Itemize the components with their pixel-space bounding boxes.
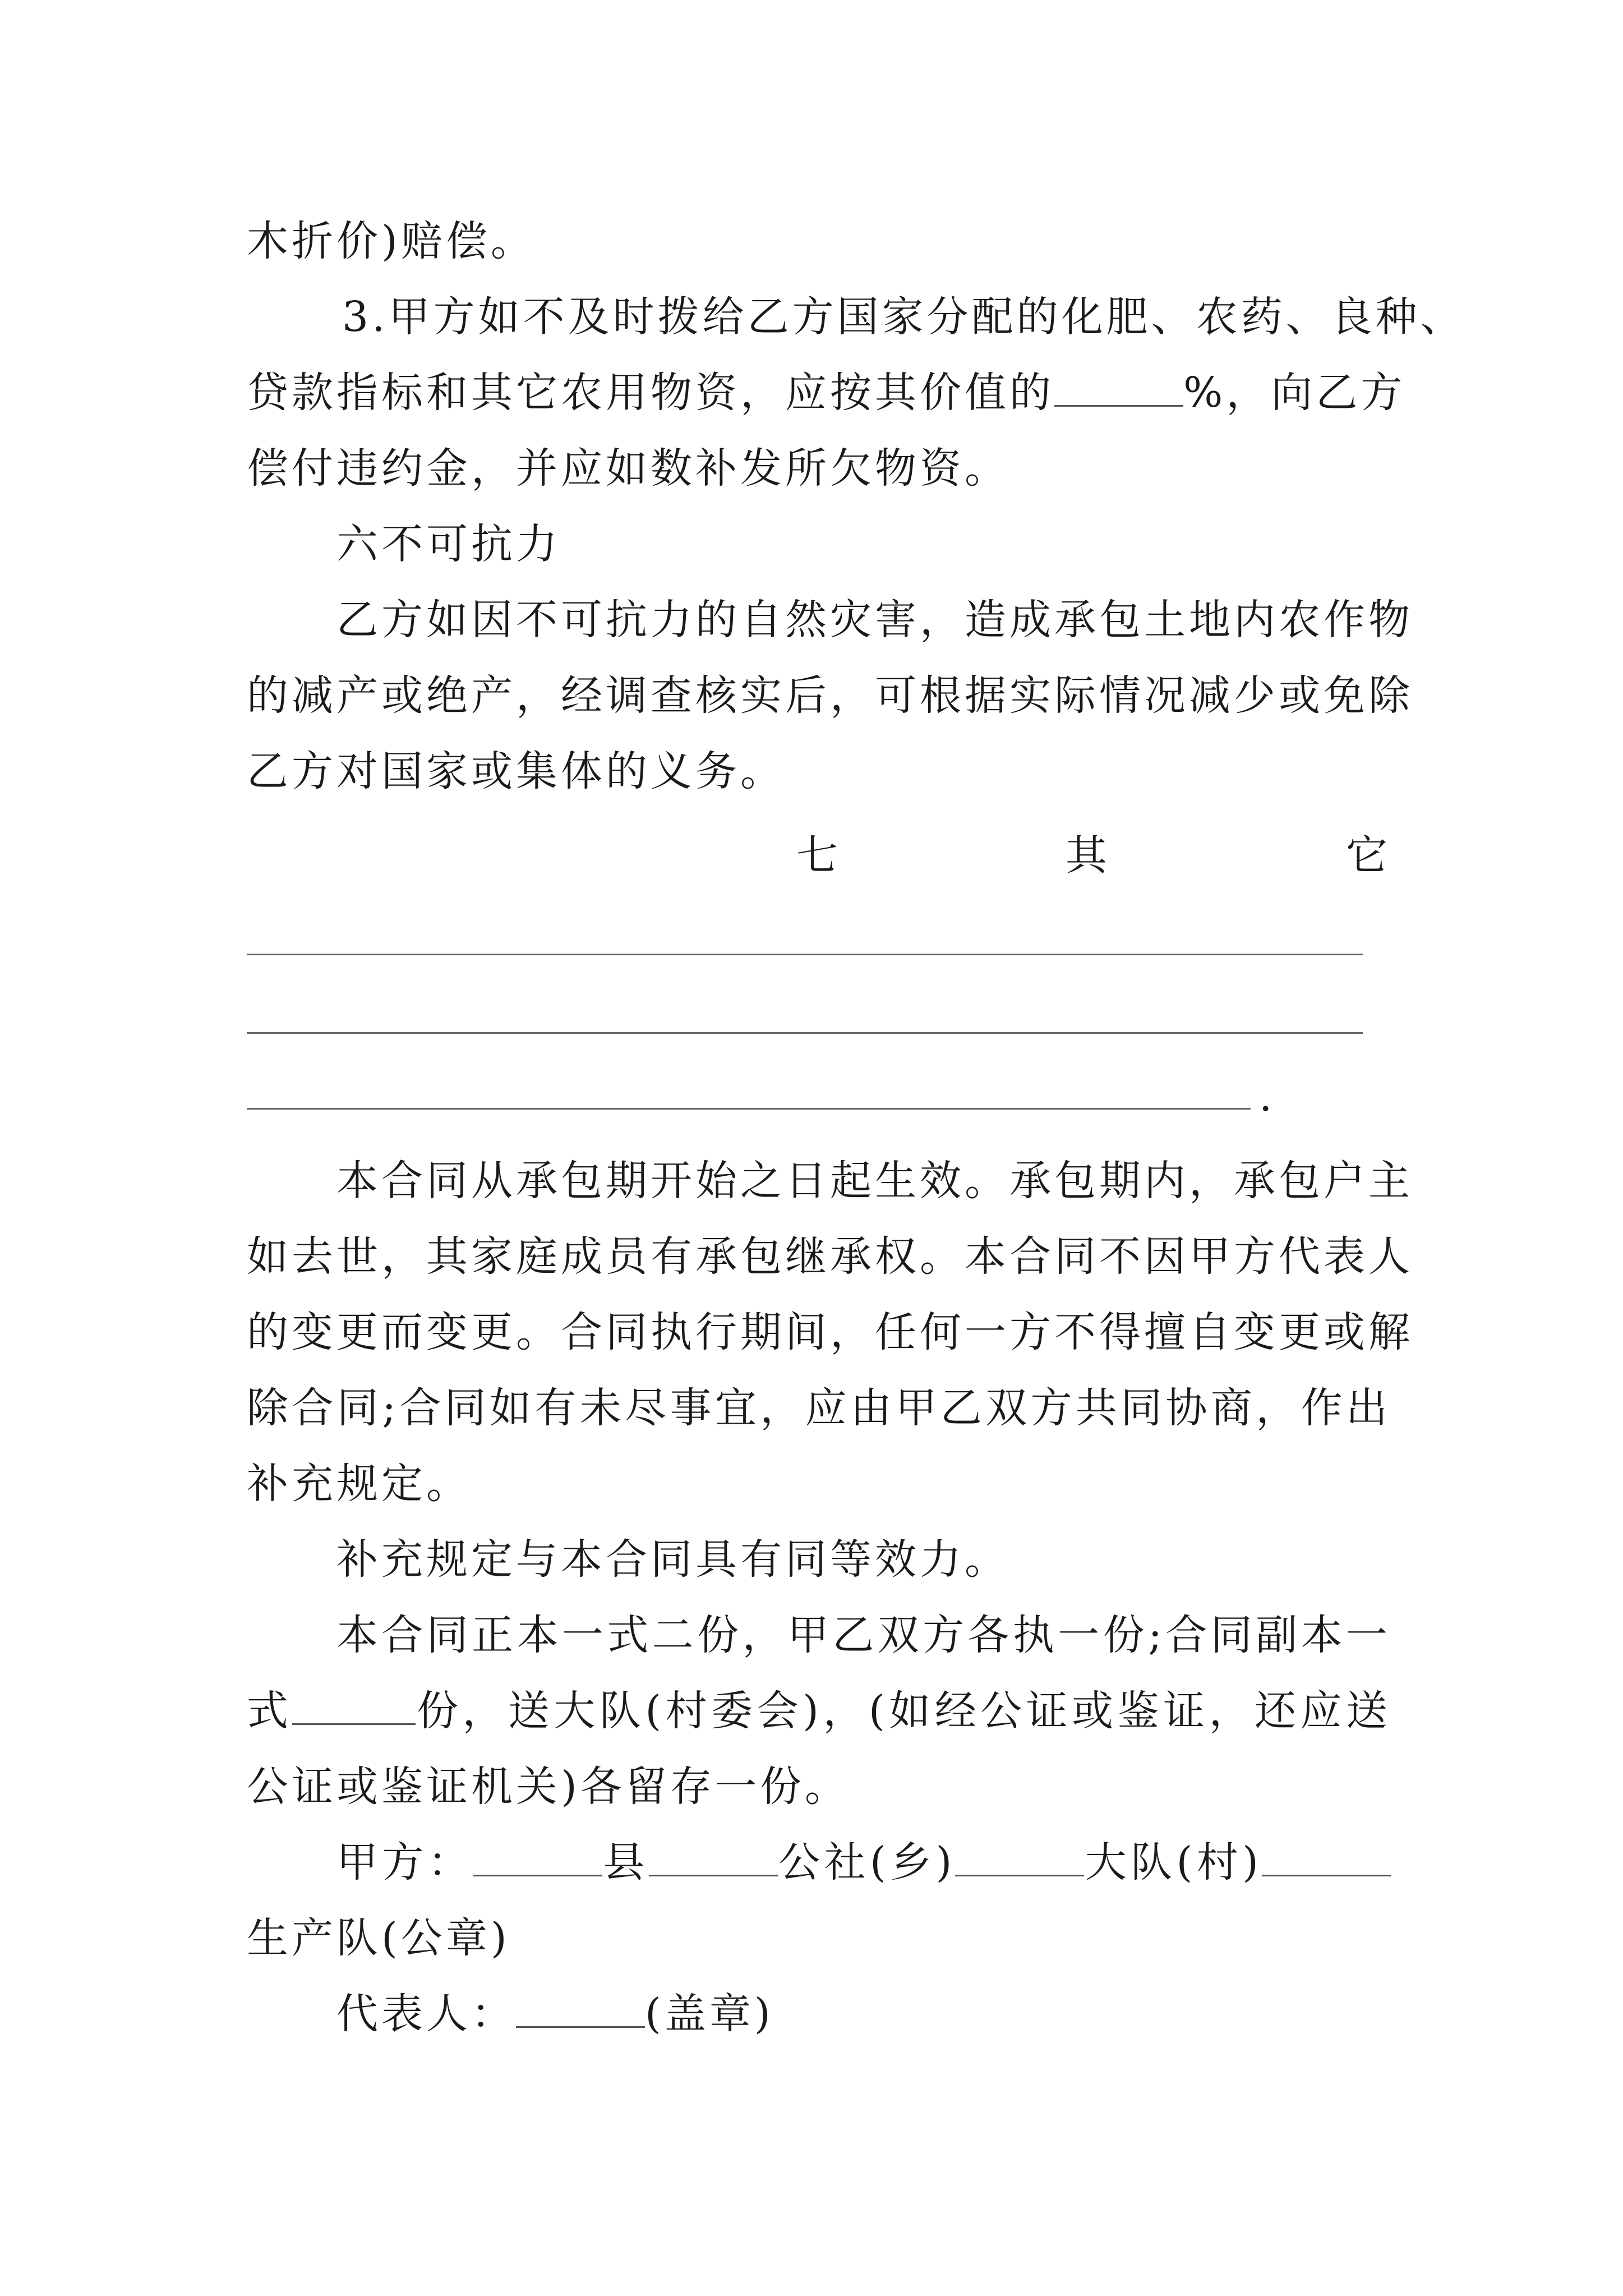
commune-blank	[649, 1839, 778, 1876]
text-line: 的变更而变更。合同执行期间，任何一方不得擅自变更或解	[247, 1308, 1413, 1356]
representative-blank	[516, 1990, 645, 2028]
representative-line: 代表人： (盖章)	[336, 1990, 774, 2038]
text-line: 除合同;合同如有未尽事宜，应由甲乙双方共同协商，作出	[247, 1384, 1391, 1432]
period-mark: .	[1259, 1073, 1272, 1121]
text-line: 的减产或绝产，经调查核实后，可根据实际情况减少或免除	[247, 671, 1413, 720]
fill-in-line	[247, 954, 1363, 955]
copies-blank	[292, 1687, 416, 1725]
text-line: 本合同从承包期开始之日起生效。承包期内，承包户主	[336, 1157, 1413, 1205]
text-line: 如去世，其家庭成员有承包继承权。本合同不因甲方代表人	[247, 1232, 1413, 1281]
text-line: 公证或鉴证机关)各留存一份。	[247, 1763, 850, 1811]
brigade-blank	[955, 1839, 1084, 1876]
text-line: 式 份，送大队(村委会)，(如经公证或鉴证，还应送	[247, 1687, 1391, 1735]
text-line: 3.甲方如不及时拨给乙方国家分配的化肥、农药、良种、	[342, 293, 1465, 341]
fill-in-line	[247, 1108, 1251, 1110]
county-blank	[473, 1839, 602, 1876]
text-line: 补充规定与本合同具有同等效力。	[336, 1535, 1009, 1584]
section-heading: 六不可抗力	[336, 520, 561, 568]
fill-in-line	[247, 1032, 1363, 1034]
text-line: 木折价)赔偿。	[247, 217, 536, 265]
text-line: 贷款指标和其它农用物资，应按其价值的 %，向乙方	[247, 369, 1406, 417]
text-line: 偿付违约金，并应如数补发所欠物资。	[247, 444, 1009, 493]
text-line: 乙方对国家或集体的义务。	[247, 747, 785, 795]
text-line: 乙方如因不可抗力的自然灾害，造成承包土地内农作物	[336, 596, 1413, 644]
text-line: 生产队(公章)	[247, 1914, 510, 1962]
section-heading-char: 七	[796, 831, 838, 880]
section-heading-char: 它	[1346, 831, 1387, 880]
party-a-line: 甲方： 县 公社(乡) 大队(村)	[336, 1832, 1391, 1893]
section-heading-char: 其	[1066, 831, 1107, 880]
team-blank	[1262, 1839, 1391, 1876]
percent-blank	[1054, 369, 1183, 407]
text-line: 本合同正本一式二份，甲乙双方各执一份;合同副本一	[336, 1611, 1391, 1659]
text-line: 补充规定。	[247, 1460, 471, 1508]
